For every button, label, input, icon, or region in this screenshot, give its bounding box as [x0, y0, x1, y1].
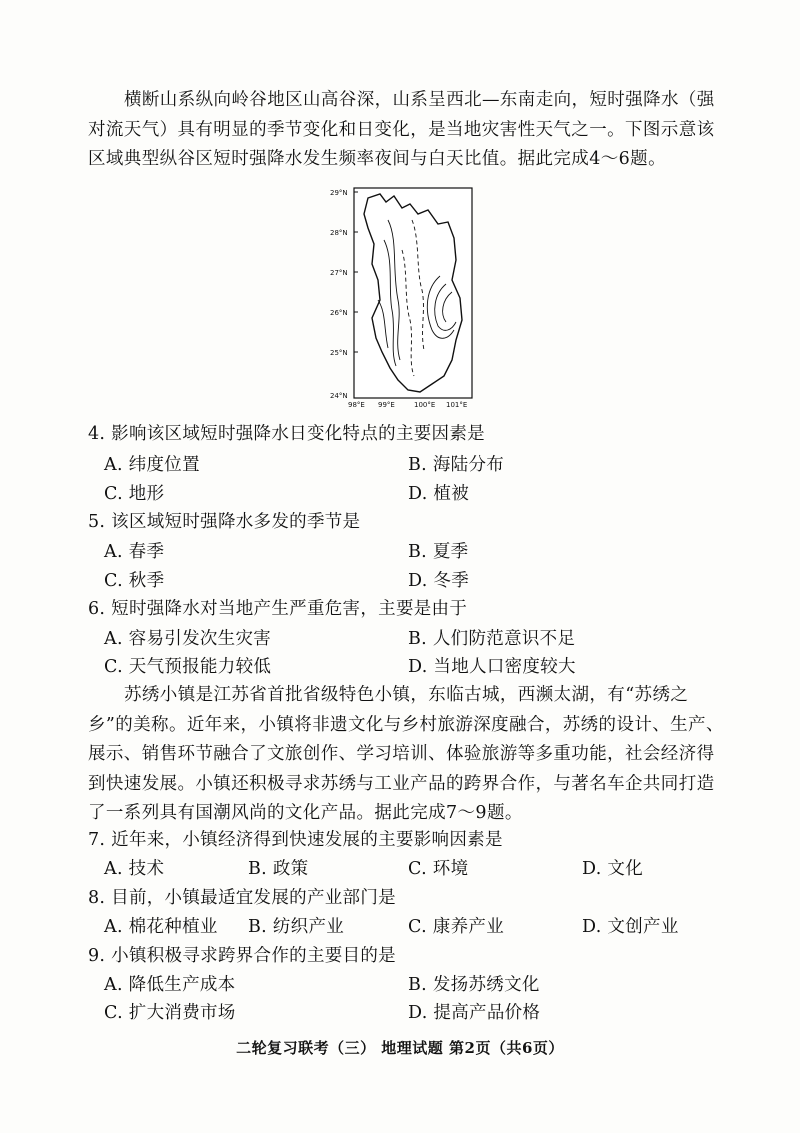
question-8: 8. 目前，小镇最适宜发展的产业部门是 [88, 888, 396, 908]
q6-option-a[interactable]: A. 容易引发次生灾害 [104, 629, 272, 649]
q5-option-d[interactable]: D. 冬季 [408, 571, 470, 591]
longitude-ticks [348, 401, 467, 409]
q8-option-c[interactable]: C. 康养产业 [408, 917, 504, 937]
question-4: 4. 影响该区域短时强降水日变化特点的主要因素是 [88, 424, 485, 444]
rainfall-ratio-map [328, 180, 478, 410]
q6-option-c[interactable]: C. 天气预报能力较低 [104, 657, 272, 677]
q7-option-d[interactable]: D. 文化 [582, 859, 644, 879]
q5-option-b[interactable]: B. 夏季 [408, 542, 469, 562]
q9-option-c[interactable]: C. 扩大消费市场 [104, 1003, 236, 1023]
lon-label: 99°E [378, 401, 395, 409]
q8-option-a[interactable]: A. 棉花种植业 [104, 917, 218, 937]
passage-2: 苏绣小镇是江苏省首批省级特色小镇，东临古城，西濒太湖，有“苏绣之乡”的美称。近年来，小镇将非遗文化与乡村旅游深度融合，苏绣的设计、生产、展示、销售环节融合了文旅创作、学习培训、体验旅游等多重功能，社会经济得到快速发展。小镇还积极寻求苏绣与工业产品的跨界合作，与著名车企共同打造了一系列具有国潮风尚的文化产品。据此完成7～9题。 [88, 685, 724, 823]
lat-label: 27°N [330, 269, 348, 277]
map-frame [354, 188, 472, 398]
lat-label: 29°N [330, 189, 348, 197]
q4-option-a[interactable]: A. 纬度位置 [104, 455, 200, 475]
q7-option-b[interactable]: B. 政策 [248, 859, 309, 879]
q9-option-a[interactable]: A. 降低生产成本 [104, 975, 236, 995]
lat-label: 25°N [330, 349, 348, 357]
question-5: 5. 该区域短时强降水多发的季节是 [88, 512, 361, 532]
map-svg [328, 180, 478, 410]
lon-label: 98°E [348, 401, 365, 409]
q8-option-b[interactable]: B. 纺织产业 [248, 917, 345, 937]
q7-option-a[interactable]: A. 技术 [104, 859, 165, 879]
q6-option-b[interactable]: B. 人们防范意识不足 [408, 629, 576, 649]
q9-option-d[interactable]: D. 提高产品价格 [408, 1003, 541, 1023]
question-6: 6. 短时强降水对当地产生严重危害，主要是由于 [88, 599, 468, 619]
lat-label: 26°N [330, 309, 348, 317]
lon-label: 100°E [414, 401, 436, 409]
q4-option-c[interactable]: C. 地形 [104, 484, 165, 504]
q5-option-c[interactable]: C. 秋季 [104, 571, 165, 591]
q7-option-c[interactable]: C. 环境 [408, 859, 469, 879]
page-footer: 二轮复习联考（三） 地理试题 第2页（共6页） [236, 1039, 564, 1057]
lat-label: 28°N [330, 229, 348, 237]
q4-option-b[interactable]: B. 海陆分布 [408, 455, 505, 475]
question-7: 7. 近年来，小镇经济得到快速发展的主要影响因素是 [88, 830, 503, 850]
passage-1: 横断山系纵向岭谷地区山高谷深，山系呈西北—东南走向，短时强降水（强对流天气）具有明显的季节变化和日变化，是当地灾害性天气之一。下图示意该区域典型纵谷区短时强降水发生频率夜间与白天比值。据此完成4～6题。 [88, 90, 715, 169]
q8-option-d[interactable]: D. 文创产业 [582, 917, 679, 937]
lon-label: 101°E [446, 401, 468, 409]
q5-option-a[interactable]: A. 春季 [104, 542, 165, 562]
q9-option-b[interactable]: B. 发扬苏绣文化 [408, 975, 540, 995]
q6-option-d[interactable]: D. 当地人口密度较大 [408, 657, 576, 677]
question-9: 9. 小镇积极寻求跨界合作的主要目的是 [88, 946, 396, 966]
lat-label: 24°N [330, 392, 348, 400]
q4-option-d[interactable]: D. 植被 [408, 484, 470, 504]
